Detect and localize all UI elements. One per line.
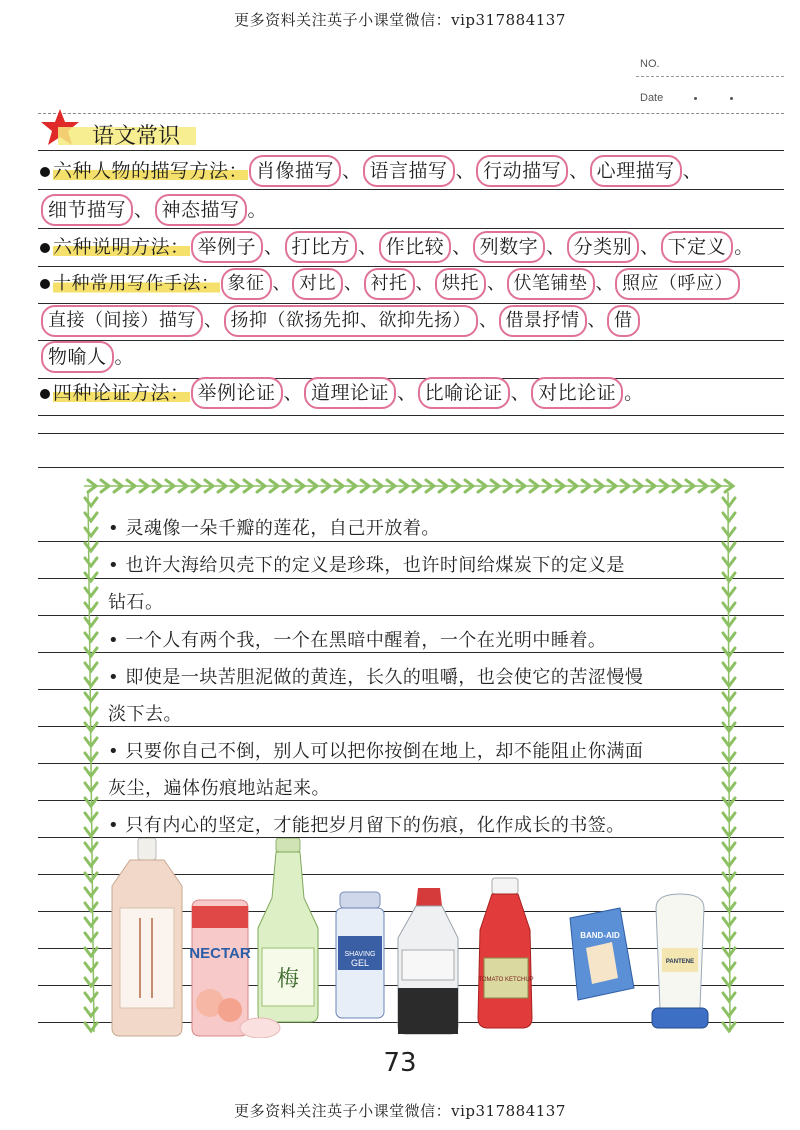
category-label: 四种论证方法：	[53, 382, 190, 404]
method-tag: 肖像描写	[249, 155, 341, 187]
method-tag: 神态描写	[155, 194, 247, 226]
leaf-mark	[85, 978, 97, 986]
date-dot	[730, 97, 733, 100]
leaf-mark	[723, 1008, 735, 1016]
separator: 、	[452, 236, 472, 258]
leaf-mark	[85, 963, 97, 971]
leaf-mark	[723, 1023, 735, 1031]
separator: 、	[283, 382, 304, 404]
knowledge-line	[40, 341, 134, 373]
separator: 、	[344, 273, 363, 294]
svg-text:SHAVING: SHAVING	[344, 951, 376, 958]
separator: 、	[264, 236, 284, 258]
leaf-mark	[85, 888, 97, 896]
leaf-mark	[85, 543, 97, 551]
separator: 、	[640, 236, 660, 258]
knowledge-line	[40, 377, 644, 409]
method-tag: 伏笔铺垫	[507, 268, 595, 300]
leaf-mark	[723, 513, 735, 521]
pantene-bottle-icon	[652, 894, 708, 1028]
method-tag: 举例论证	[191, 377, 283, 409]
leaf-mark	[85, 558, 97, 566]
separator: 、	[397, 382, 417, 404]
separator: 、	[272, 273, 291, 294]
separator: 、	[134, 199, 154, 221]
category-label: 六种说明方法：	[53, 236, 190, 258]
method-tag: 列数字	[473, 231, 546, 263]
gel-can-icon	[336, 892, 384, 1018]
leaf-mark	[85, 633, 97, 641]
method-tag: 对比	[292, 268, 343, 300]
method-tag: 打比方	[285, 231, 358, 263]
method-tag: 烘托	[435, 268, 486, 300]
leaf-mark	[85, 528, 97, 536]
leaf-mark	[85, 948, 97, 956]
method-tag: 比喻论证	[418, 377, 510, 409]
leaf-mark	[85, 858, 97, 866]
no-underline	[636, 76, 784, 77]
separator: 、	[569, 160, 589, 182]
leaf-mark	[85, 1023, 97, 1031]
method-tag: 借景抒情	[499, 305, 587, 337]
line-end-mark: 。	[247, 199, 268, 221]
svg-text:NECTAR: NECTAR	[189, 945, 251, 962]
leaf-mark	[85, 873, 97, 881]
watermark-top: 更多资料关注英子小课堂微信：vip317884137	[234, 11, 566, 29]
method-tag: 心理描写	[590, 155, 682, 187]
date-label: Date	[640, 92, 664, 104]
line-end-mark: 。	[734, 236, 754, 258]
leaf-mark	[85, 933, 97, 941]
separator: 、	[546, 236, 566, 258]
leaf-mark	[85, 1008, 97, 1016]
page-number: 73	[383, 1048, 417, 1078]
leaf-mark	[723, 528, 735, 536]
leaf-mark	[85, 993, 97, 1001]
method-tag: 物喻人	[41, 341, 114, 373]
leaf-mark	[85, 498, 97, 506]
method-tag: 对比论证	[531, 377, 623, 409]
bandaid-box-icon	[570, 908, 634, 1000]
svg-text:梅: 梅	[276, 967, 300, 992]
method-tag: 道理论证	[304, 377, 396, 409]
bullet-dot	[40, 243, 50, 253]
leaf-mark	[723, 543, 735, 551]
leaf-mark	[85, 618, 97, 626]
quote-line: • 一个人有两个我，一个在黑暗中醒着，一个在光明中睡着。	[108, 630, 607, 651]
separator: 、	[510, 382, 531, 404]
method-tag: 举例子	[191, 231, 264, 263]
ume-bottle-icon	[240, 838, 318, 1038]
method-tag: 照应（呼应）	[615, 268, 740, 300]
separator: 、	[479, 310, 498, 331]
method-tag: 衬托	[364, 268, 415, 300]
ketchup-bottle-icon	[478, 878, 534, 1028]
quote-line: • 灵魂像一朵千瓣的莲花，自己开放着。	[108, 518, 440, 539]
quote-line: • 只要你自己不倒，别人可以把你按倒在地上，却不能阻止你满面	[108, 741, 644, 762]
quote-line: • 也许大海给贝壳下的定义是珍珠，也许时间给煤炭下的定义是	[108, 555, 625, 576]
separator: 、	[487, 273, 506, 294]
separator: 、	[415, 273, 434, 294]
leaf-mark	[85, 588, 97, 596]
separator: 、	[204, 310, 223, 331]
tea-bottle-icon	[112, 838, 182, 1036]
svg-text:BAND-AID: BAND-AID	[580, 931, 620, 940]
separator: 、	[358, 236, 378, 258]
line-end-mark: 。	[114, 346, 135, 368]
bottles-illustration	[100, 838, 710, 1038]
method-tag: 借	[607, 305, 640, 337]
nectar-can-icon	[189, 900, 251, 1036]
svg-text:TOMATO KETCHUP: TOMATO KETCHUP	[478, 977, 534, 983]
bullet-dot	[40, 279, 50, 289]
knowledge-line	[40, 305, 641, 337]
quote-line: 灰尘，遍体伤痕地站起来。	[108, 778, 330, 799]
knowledge-line	[40, 155, 702, 187]
knowledge-line	[40, 268, 741, 300]
leaf-mark	[723, 498, 735, 506]
line-end-mark: 。	[624, 382, 644, 404]
leaf-mark	[85, 513, 97, 521]
quote-line: 钻石。	[108, 592, 164, 613]
line-end-mark: 、	[682, 160, 703, 182]
quote-line: • 只有内心的坚定，才能把岁月留下的伤痕，化作成长的书签。	[108, 815, 625, 836]
leaf-mark	[85, 903, 97, 911]
leaf-mark	[723, 993, 735, 1001]
leaf-mark	[85, 678, 97, 686]
separator: 、	[595, 273, 614, 294]
leaf-mark	[85, 603, 97, 611]
separator: 、	[342, 160, 362, 182]
method-tag: 作比较	[379, 231, 452, 263]
method-tag: 扬抑（欲扬先抑、欲抑先扬）	[224, 305, 479, 337]
method-tag: 行动描写	[476, 155, 568, 187]
leaf-mark	[85, 918, 97, 926]
quote-line: 淡下去。	[108, 704, 182, 725]
watermark-bottom: 更多资料关注英子小课堂微信：vip317884137	[234, 1102, 566, 1120]
method-tag: 分类别	[567, 231, 640, 263]
leaf-mark	[85, 663, 97, 671]
category-label: 十种常用写作手法：	[53, 273, 220, 294]
leaf-mark	[85, 843, 97, 851]
method-tag: 直接（间接）描写	[41, 305, 203, 337]
soy-sauce-bottle-icon	[398, 888, 458, 1034]
method-tag: 象征	[221, 268, 272, 300]
separator: 、	[587, 310, 606, 331]
separator: 、	[455, 160, 476, 182]
leaf-mark	[85, 648, 97, 656]
no-label: NO.	[640, 58, 660, 70]
svg-text:GEL: GEL	[350, 958, 370, 968]
leaf-mark	[723, 978, 735, 986]
knowledge-line	[40, 231, 754, 263]
category-label: 六种人物的描写方法：	[53, 160, 249, 182]
method-tag: 语言描写	[363, 155, 455, 187]
bullet-dot	[40, 389, 50, 399]
quote-line: • 即使是一块苦胆泥做的黄连，长久的咀嚼，也会使它的苦涩慢慢	[108, 667, 644, 688]
section-title: 语文常识	[92, 124, 181, 149]
bullet-dot	[40, 167, 50, 177]
method-tag: 细节描写	[41, 194, 133, 226]
method-tag: 下定义	[661, 231, 734, 263]
date-dot	[694, 97, 697, 100]
knowledge-line	[40, 194, 267, 226]
svg-text:PANTENE: PANTENE	[665, 959, 695, 965]
leaf-mark	[85, 573, 97, 581]
